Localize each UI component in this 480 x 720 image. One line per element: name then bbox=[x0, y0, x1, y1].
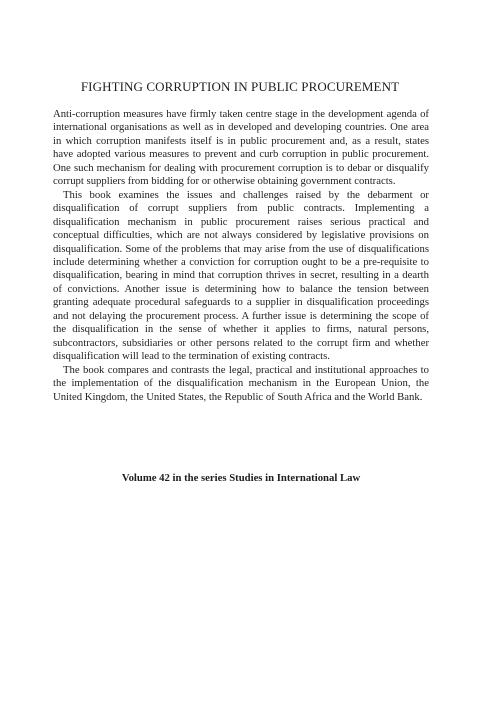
paragraph-3: The book compares and contrasts the legal, practical and institutional approaches to the implementation of the disqualification mechanism in the European Union, the United Kingdom, the United States, the Republic of South Africa and the World Bank. bbox=[53, 363, 429, 403]
series-note: Volume 42 in the series Studies in International Law bbox=[121, 472, 361, 484]
paragraph-1: Anti-corruption measures have firmly taken centre stage in the development agenda of international organisations as well as in developed and developing countries. One area in which corruption manifests itself is in public procurement and, as a result, states have adopted various measures to prevent and curb corruption in public procurement. One such mechanism for dealing with procurement corruption is to debar or disqualify corrupt suppliers from bidding for or otherwise obtaining government contracts. bbox=[53, 108, 429, 188]
paragraph-2: This book examines the issues and challenges raised by the debarment or disqualification of corrupt suppliers from public contracts. Implementing a disqualification mechanism in public procurement raises serious practical and conceptual difficulties, which are not always considered by legislative provisions on disqualification. Some of the problems that may arise from the use of disqualifications include determining whether a conviction for corruption ought to be a pre-requisite to disqualification, bearing in mind that corruption thrives in secret, resulting in a dearth of convictions. Another issue is determining how to balance the tension between granting adequate procedural safeguards to a supplier in disqualification proceedings and not delaying the procurement process. A further issue is determining the scope of the disqualification in the sense of whether it applies to firms, natural persons, subcontractors, subsidiaries or other persons related to the corrupt firm and whether disqualification will lead to the termination of existing contracts. bbox=[53, 188, 429, 363]
blurb-text bbox=[53, 108, 429, 404]
page-title: FIGHTING CORRUPTION IN PUBLIC PROCUREMENT bbox=[80, 79, 400, 94]
